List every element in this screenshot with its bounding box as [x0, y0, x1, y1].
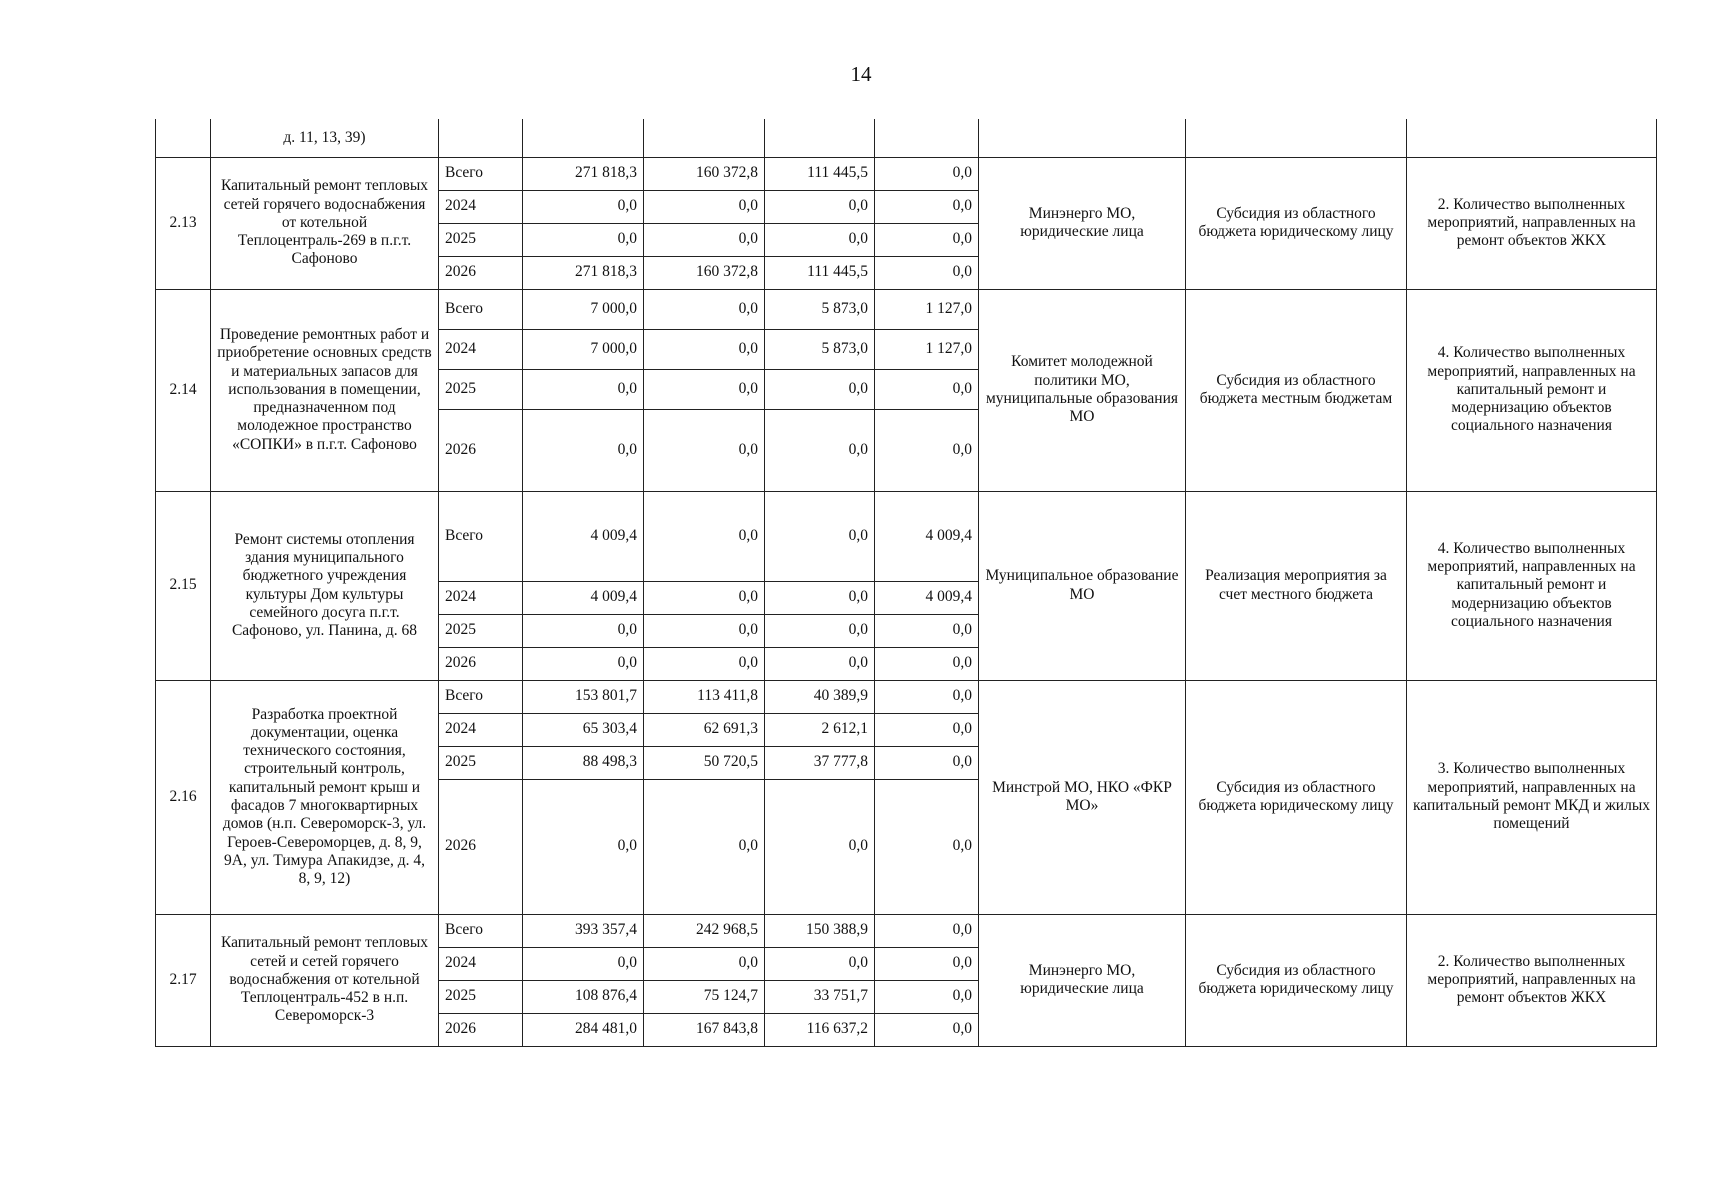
activity-title-continued: д. 11, 13, 39)	[211, 119, 439, 157]
cell-year	[439, 119, 523, 157]
cell-executor	[979, 119, 1186, 157]
period-label: Всего	[439, 914, 523, 947]
executor: Минэнерго МО, юридические лица	[979, 157, 1186, 289]
amount-total: 271 818,3	[523, 256, 644, 289]
amount-local: 0,0	[875, 647, 979, 680]
amount-total: 0,0	[523, 409, 644, 491]
cell-mechanism	[1186, 119, 1407, 157]
continuation-row	[156, 119, 1657, 157]
amount-federal: 0,0	[644, 491, 765, 581]
amount-local: 4 009,4	[875, 581, 979, 614]
amount-regional: 5 873,0	[765, 289, 875, 329]
activity-number: 2.16	[156, 680, 211, 914]
executor: Муниципальное образование МО	[979, 491, 1186, 680]
amount-local: 0,0	[875, 614, 979, 647]
activity-number: 2.14	[156, 289, 211, 491]
amount-regional: 0,0	[765, 409, 875, 491]
amount-total: 271 818,3	[523, 157, 644, 190]
amount-local: 0,0	[875, 190, 979, 223]
executor: Минстрой МО, НКО «ФКР МО»	[979, 680, 1186, 914]
amount-regional: 0,0	[765, 491, 875, 581]
amount-total: 284 481,0	[523, 1013, 644, 1046]
period-label: 2026	[439, 1013, 523, 1046]
amount-regional: 0,0	[765, 369, 875, 409]
activity-title: Проведение ремонтных работ и приобретение основных средств и материальных запасов для использования в помещении, предназначенном под молодежное пространство «СОПКИ» в п.г.т. Сафоново	[211, 289, 439, 491]
amount-local: 0,0	[875, 223, 979, 256]
amount-regional: 0,0	[765, 614, 875, 647]
amount-total: 7 000,0	[523, 329, 644, 369]
amount-total: 4 009,4	[523, 581, 644, 614]
amount-local: 0,0	[875, 409, 979, 491]
result-indicator: 3. Количество выполненных мероприятий, направленных на капитальный ремонт МКД и жилых помещений	[1407, 680, 1657, 914]
amount-local: 0,0	[875, 980, 979, 1013]
period-label: 2026	[439, 409, 523, 491]
amount-federal: 0,0	[644, 190, 765, 223]
amount-regional: 0,0	[765, 647, 875, 680]
funding-mechanism: Субсидия из областного бюджета местным бюджетам	[1186, 289, 1407, 491]
amount-federal: 160 372,8	[644, 256, 765, 289]
funding-mechanism: Субсидия из областного бюджета юридическому лицу	[1186, 157, 1407, 289]
amount-local: 0,0	[875, 680, 979, 713]
period-label: 2025	[439, 746, 523, 779]
amount-regional: 111 445,5	[765, 256, 875, 289]
amount-federal: 0,0	[644, 223, 765, 256]
amount-regional: 150 388,9	[765, 914, 875, 947]
amount-regional: 0,0	[765, 581, 875, 614]
amount-federal: 62 691,3	[644, 713, 765, 746]
activity-number: 2.15	[156, 491, 211, 680]
amount-federal: 0,0	[644, 289, 765, 329]
amount-federal: 50 720,5	[644, 746, 765, 779]
amount-total: 65 303,4	[523, 713, 644, 746]
amount-federal: 0,0	[644, 581, 765, 614]
amount-regional: 116 637,2	[765, 1013, 875, 1046]
table-row	[156, 680, 1657, 713]
amount-federal: 0,0	[644, 409, 765, 491]
cell-total	[523, 119, 644, 157]
amount-total: 0,0	[523, 190, 644, 223]
amount-total: 108 876,4	[523, 980, 644, 1013]
amount-federal: 0,0	[644, 369, 765, 409]
activity-title: Капитальный ремонт тепловых сетей горячего водоснабжения от котельной Теплоцентраль-269 в п.г.т. Сафоново	[211, 157, 439, 289]
result-indicator: 4. Количество выполненных мероприятий, направленных на капитальный ремонт и модернизацию объектов социального назначения	[1407, 491, 1657, 680]
activity-number: 2.13	[156, 157, 211, 289]
period-label: 2025	[439, 369, 523, 409]
amount-local: 1 127,0	[875, 329, 979, 369]
table-row	[156, 289, 1657, 329]
budget-table	[155, 119, 1657, 1047]
amount-total: 0,0	[523, 647, 644, 680]
period-label: 2024	[439, 713, 523, 746]
table-row	[156, 491, 1657, 581]
period-label: 2026	[439, 256, 523, 289]
amount-regional: 0,0	[765, 223, 875, 256]
amount-regional: 111 445,5	[765, 157, 875, 190]
amount-total: 0,0	[523, 614, 644, 647]
period-label: 2025	[439, 980, 523, 1013]
amount-total: 7 000,0	[523, 289, 644, 329]
amount-local: 4 009,4	[875, 491, 979, 581]
amount-regional: 40 389,9	[765, 680, 875, 713]
result-indicator: 2. Количество выполненных мероприятий, направленных на ремонт объектов ЖКХ	[1407, 157, 1657, 289]
amount-total: 393 357,4	[523, 914, 644, 947]
amount-local: 0,0	[875, 914, 979, 947]
amount-federal: 113 411,8	[644, 680, 765, 713]
amount-total: 88 498,3	[523, 746, 644, 779]
amount-federal: 0,0	[644, 647, 765, 680]
amount-regional: 2 612,1	[765, 713, 875, 746]
amount-local: 0,0	[875, 713, 979, 746]
table-row	[156, 914, 1657, 947]
cell-local	[875, 119, 979, 157]
amount-federal: 242 968,5	[644, 914, 765, 947]
period-label: Всего	[439, 289, 523, 329]
funding-mechanism: Субсидия из областного бюджета юридическому лицу	[1186, 680, 1407, 914]
page-number: 14	[850, 62, 872, 86]
activity-number: 2.17	[156, 914, 211, 1046]
amount-total: 153 801,7	[523, 680, 644, 713]
period-label: 2024	[439, 947, 523, 980]
amount-total: 0,0	[523, 779, 644, 914]
amount-local: 0,0	[875, 779, 979, 914]
result-indicator: 2. Количество выполненных мероприятий, направленных на ремонт объектов ЖКХ	[1407, 914, 1657, 1046]
period-label: 2026	[439, 647, 523, 680]
amount-total: 0,0	[523, 369, 644, 409]
cell-index	[156, 119, 211, 157]
amount-local: 0,0	[875, 947, 979, 980]
activity-title: Разработка проектной документации, оценка технического состояния, строительный контроль, капитальный ремонт крыш и фасадов 7 многоквартирных домов (н.п. Североморск-3, ул. Героев-Североморцев, д. 8, 9, 9А, ул. Тимура Апакидзе, д. 4, 8, 9, 12)	[211, 680, 439, 914]
funding-mechanism: Субсидия из областного бюджета юридическому лицу	[1186, 914, 1407, 1046]
cell-indicator	[1407, 119, 1657, 157]
amount-federal: 0,0	[644, 614, 765, 647]
executor: Минэнерго МО, юридические лица	[979, 914, 1186, 1046]
cell-regional	[765, 119, 875, 157]
period-label: 2026	[439, 779, 523, 914]
amount-federal: 0,0	[644, 779, 765, 914]
result-indicator: 4. Количество выполненных мероприятий, направленных на капитальный ремонт и модернизацию объектов социального назначения	[1407, 289, 1657, 491]
cell-federal	[644, 119, 765, 157]
table-row	[156, 157, 1657, 190]
executor: Комитет молодежной политики МО, муниципальные образования МО	[979, 289, 1186, 491]
period-label: 2024	[439, 190, 523, 223]
amount-local: 1 127,0	[875, 289, 979, 329]
amount-regional: 0,0	[765, 947, 875, 980]
amount-total: 0,0	[523, 223, 644, 256]
period-label: 2024	[439, 581, 523, 614]
amount-federal: 75 124,7	[644, 980, 765, 1013]
amount-total: 4 009,4	[523, 491, 644, 581]
amount-regional: 37 777,8	[765, 746, 875, 779]
activity-title: Капитальный ремонт тепловых сетей и сетей горячего водоснабжения от котельной Теплоцентраль-452 в н.п. Североморск-3	[211, 914, 439, 1046]
amount-federal: 0,0	[644, 947, 765, 980]
period-label: Всего	[439, 157, 523, 190]
amount-total: 0,0	[523, 947, 644, 980]
amount-federal: 167 843,8	[644, 1013, 765, 1046]
amount-regional: 5 873,0	[765, 329, 875, 369]
amount-regional: 0,0	[765, 190, 875, 223]
amount-local: 0,0	[875, 157, 979, 190]
amount-regional: 0,0	[765, 779, 875, 914]
amount-local: 0,0	[875, 746, 979, 779]
period-label: 2024	[439, 329, 523, 369]
period-label: 2025	[439, 614, 523, 647]
amount-federal: 0,0	[644, 329, 765, 369]
period-label: Всего	[439, 491, 523, 581]
amount-regional: 33 751,7	[765, 980, 875, 1013]
activity-title: Ремонт системы отопления здания муниципального бюджетного учреждения культуры Дом культуры семейного досуга п.г.т. Сафоново, ул. Панина, д. 68	[211, 491, 439, 680]
period-label: Всего	[439, 680, 523, 713]
amount-local: 0,0	[875, 256, 979, 289]
funding-mechanism: Реализация мероприятия за счет местного бюджета	[1186, 491, 1407, 680]
amount-local: 0,0	[875, 1013, 979, 1046]
amount-local: 0,0	[875, 369, 979, 409]
period-label: 2025	[439, 223, 523, 256]
amount-federal: 160 372,8	[644, 157, 765, 190]
